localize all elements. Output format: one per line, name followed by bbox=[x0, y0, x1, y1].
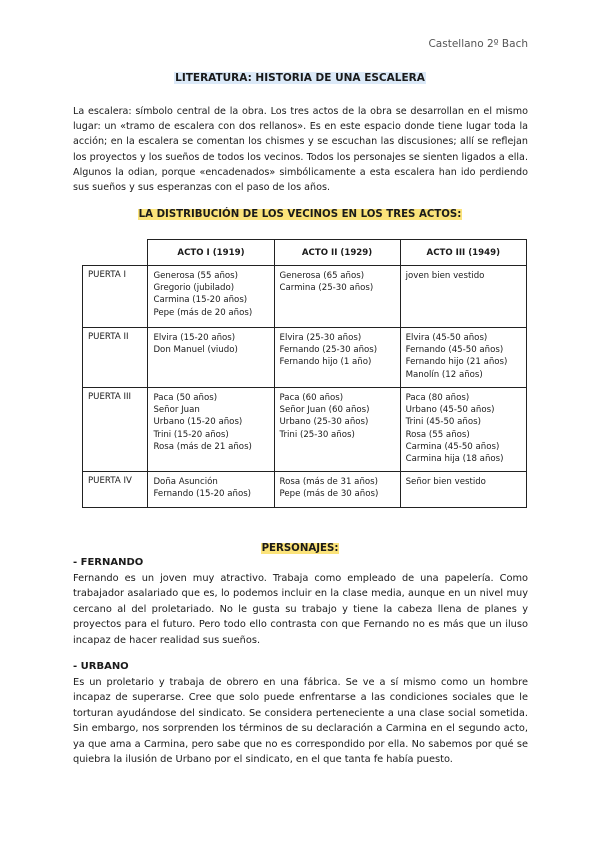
resident-entry: Carmina (15-20 años) bbox=[153, 295, 248, 306]
intro-paragraph: La escalera: símbolo central de la obra. Los tres actos de la obra se desarrollan en el mismo lugar: un «tramo de escalera con dos rellanos». Es en este espacio donde tiene lugar toda la acción; en la escalera se comentan los chismes y se escuchan las discusiones; allí se reflejan los proyectos y los sueños de todos los vecinos. Todos los personajes se sienten ligados a ella. Algunos la odian, porque «encadenados» simbólicamente a esta escalera han ido perdiendo sus sueños y sus esperanzas con el paso de los años. bbox=[73, 106, 528, 194]
table-row bbox=[83, 328, 527, 388]
resident-entry: Don Manuel (viudo) bbox=[153, 345, 238, 356]
resident-entry: Paca (50 años) bbox=[153, 393, 218, 403]
resident-entry: Elvira (15-20 años) bbox=[153, 333, 236, 343]
resident-entry: Paca (80 años) bbox=[405, 393, 470, 403]
resident-entry: Trini (25-30 años) bbox=[279, 429, 355, 440]
resident-entry: Generosa (55 años) bbox=[153, 271, 239, 281]
table-cell bbox=[148, 388, 274, 472]
table-row bbox=[83, 266, 527, 328]
resident-entry: Carmina (45-50 años) bbox=[405, 441, 500, 452]
resident-entry: Señor Juan (60 años) bbox=[279, 405, 370, 416]
characters-title: PERSONAJES: bbox=[261, 543, 339, 554]
table-cell bbox=[274, 266, 400, 328]
table-row bbox=[83, 388, 527, 472]
resident-entry: Carmina hija (18 años) bbox=[405, 454, 504, 465]
character-name-urbano: - URBANO bbox=[73, 661, 129, 672]
resident-entry: joven bien vestido bbox=[405, 271, 485, 281]
resident-entry: Fernando hijo (1 año) bbox=[279, 357, 372, 368]
character-text-fernando: Fernando es un joven muy atractivo. Trabaja como empleado de una papelería. Como trabajador asalariado que es, lo podemos incluir en la clase media, aunque en un nivel muy cercano al del proletariado. No le gusta su trabajo y tiene la cabeza llena de planes y proyectos para el futuro. Pero todo ello contrasta con que Fernando no es más que un iluso incapaz de hacer realidad sus sueños. bbox=[73, 573, 528, 646]
resident-entry: Urbano (45-50 años) bbox=[405, 405, 495, 416]
resident-entry: Pepe (más de 30 años) bbox=[279, 489, 379, 500]
page-title: LITERATURA: HISTORIA DE UNA ESCALERA bbox=[175, 72, 425, 84]
door-label: PUERTA IV bbox=[83, 472, 148, 508]
resident-entry: Urbano (25-30 años) bbox=[279, 417, 369, 428]
table-row bbox=[83, 472, 527, 508]
table-cell bbox=[400, 328, 526, 388]
resident-entry: Urbano (15-20 años) bbox=[153, 417, 243, 428]
resident-entry: Señor bien vestido bbox=[405, 477, 486, 487]
door-label: PUERTA III bbox=[83, 388, 148, 472]
table-corner bbox=[83, 240, 148, 266]
character-text-urbano: Es un proletario y trabaja de obrero en una fábrica. Se ve a sí mismo como un hombre incapaz de superarse. Cree que solo puede enfrentarse a las condiciones sociales que le torturan ayudándose del sindicato. Se considera perteneciente a una clase social sometida. Sin embargo, nos sorprenden los términos de su declaración a Carmina en el segundo acto, ya que ama a Carmina, pero sabe que no es correspondido por ella. No sabemos por qué se quiebra la ilusión de Urbano por el sindicato, en el que tanta fe había puesto. bbox=[73, 677, 528, 766]
resident-entry: Pepe (más de 20 años) bbox=[153, 307, 253, 318]
character-name-fernando: - FERNANDO bbox=[73, 557, 144, 568]
table-cell bbox=[400, 388, 526, 472]
resident-entry: Generosa (65 años) bbox=[279, 271, 365, 281]
resident-entry: Fernando (25-30 años) bbox=[279, 345, 378, 356]
resident-entry: Trini (45-50 años) bbox=[405, 417, 481, 428]
table-header-act3: ACTO III (1949) bbox=[400, 240, 526, 266]
resident-entry: Carmina (25-30 años) bbox=[279, 283, 374, 294]
resident-entry: Elvira (45-50 años) bbox=[405, 333, 488, 343]
distribution-title: LA DISTRIBUCIÓN DE LOS VECINOS EN LOS TRES ACTOS: bbox=[138, 209, 462, 220]
resident-entry: Trini (15-20 años) bbox=[153, 429, 229, 440]
table-cell bbox=[274, 328, 400, 388]
resident-entry: Rosa (más de 21 años) bbox=[153, 441, 252, 452]
door-label: PUERTA II bbox=[83, 328, 148, 388]
resident-entry: Rosa (55 años) bbox=[405, 429, 470, 440]
distribution-table bbox=[82, 239, 527, 508]
table-cell bbox=[148, 266, 274, 328]
table-header-act2: ACTO II (1929) bbox=[274, 240, 400, 266]
table-cell bbox=[400, 266, 526, 328]
resident-entry: Gregorio (jubilado) bbox=[153, 283, 235, 294]
table-cell bbox=[400, 472, 526, 508]
table-cell bbox=[274, 388, 400, 472]
resident-entry: Fernando (45-50 años) bbox=[405, 345, 504, 356]
course-label: Castellano 2º Bach bbox=[428, 38, 528, 50]
resident-entry: Fernando hijo (21 años) bbox=[405, 357, 508, 368]
table-cell bbox=[274, 472, 400, 508]
table-header-act1: ACTO I (1919) bbox=[148, 240, 274, 266]
resident-entry: Fernando (15-20 años) bbox=[153, 489, 252, 500]
resident-entry: Paca (60 años) bbox=[279, 393, 344, 403]
resident-entry: Señor Juan bbox=[153, 405, 200, 416]
table-cell bbox=[148, 328, 274, 388]
door-label: PUERTA I bbox=[83, 266, 148, 328]
resident-entry: Elvira (25-30 años) bbox=[279, 333, 362, 343]
resident-entry: Doña Asunción bbox=[153, 477, 218, 487]
resident-entry: Rosa (más de 31 años) bbox=[279, 477, 378, 487]
table-header-row bbox=[83, 240, 527, 266]
resident-entry: Manolín (12 años) bbox=[405, 369, 483, 380]
table-cell bbox=[148, 472, 274, 508]
